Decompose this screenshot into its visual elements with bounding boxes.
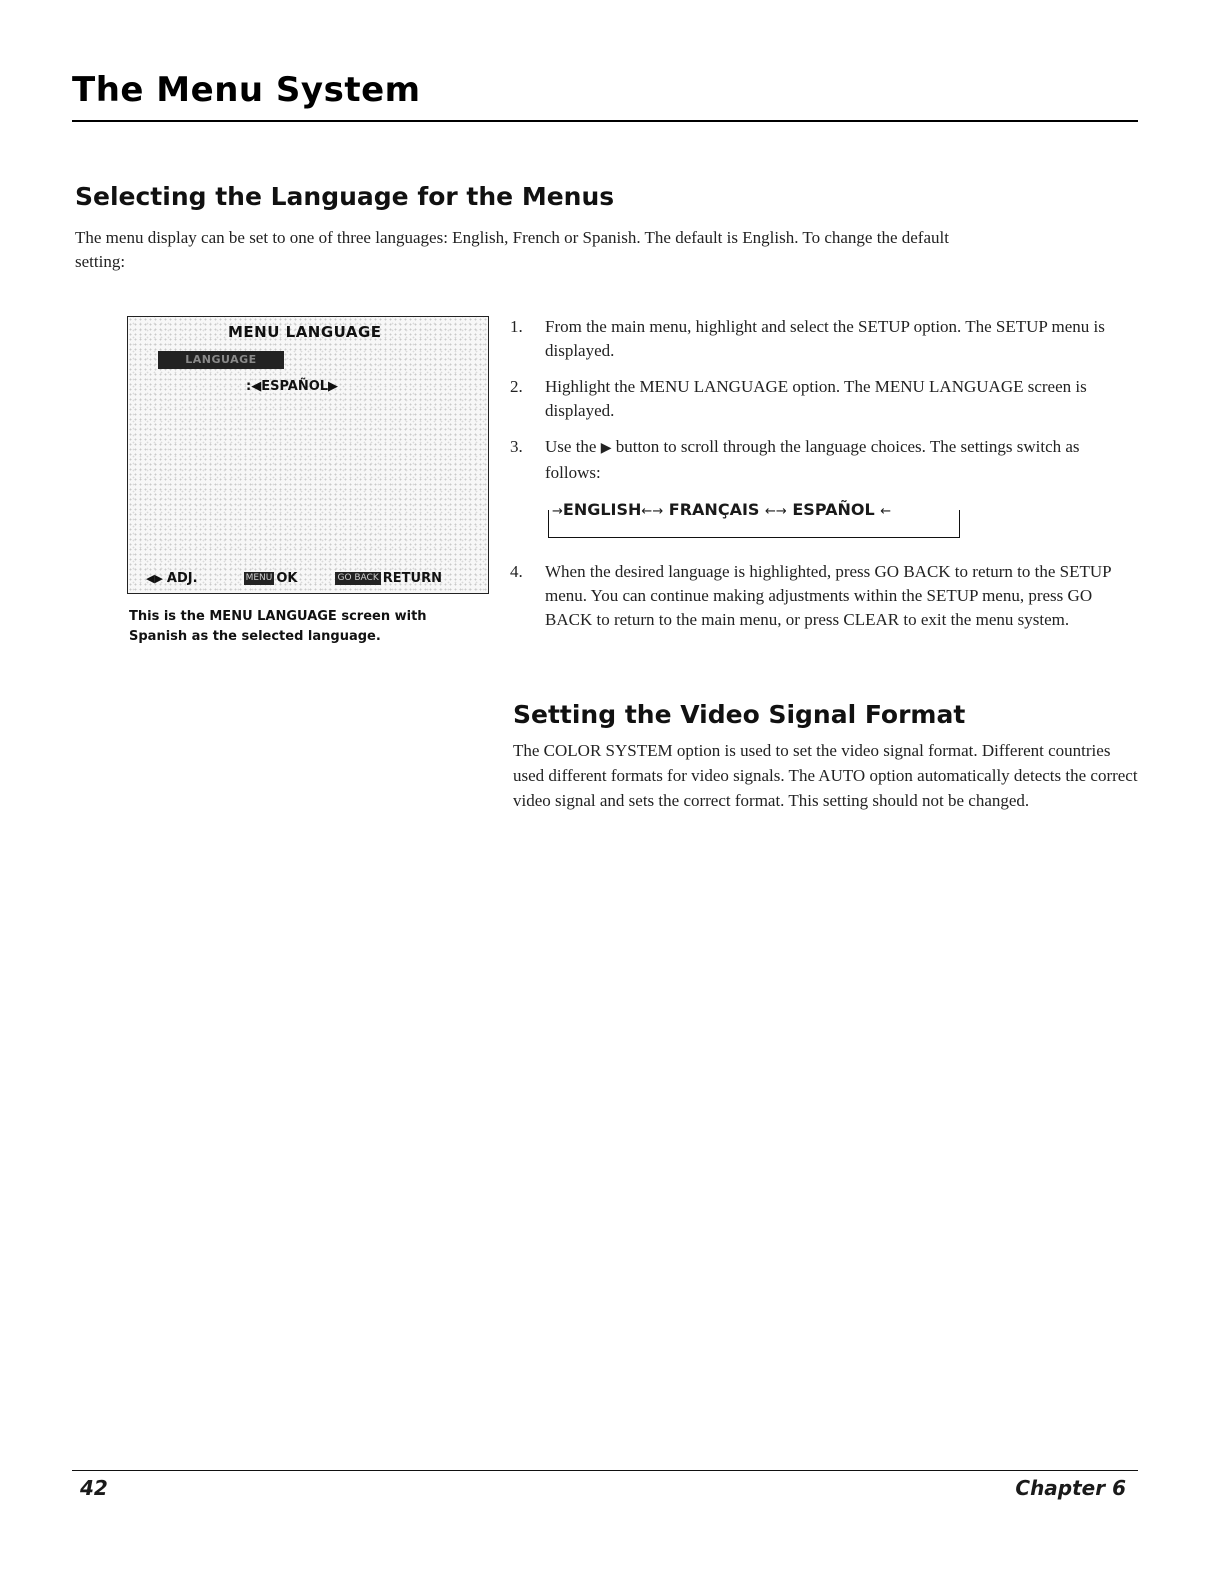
figure-caption: This is the MENU LANGUAGE screen with Spanish as the selected language. xyxy=(129,609,427,644)
chapter-label: Chapter 6 xyxy=(1015,1476,1126,1500)
footer-divider xyxy=(72,1470,1138,1471)
screen-footer xyxy=(146,571,482,586)
menu-language-screen xyxy=(127,316,489,594)
language-english: ENGLISH xyxy=(562,500,642,519)
video-format-paragraph: The COLOR SYSTEM option is used to set the video signal format. Different countries used different formats for video signals. The AUTO option automatically detects the correct video signal and sets the correct format. This setting should not be changed. xyxy=(513,741,1138,810)
step-number: 4. xyxy=(510,562,523,581)
title-divider xyxy=(72,120,1138,122)
step-number: 2. xyxy=(510,377,523,396)
step-item xyxy=(510,435,1135,485)
step-text: When the desired language is highlighted, press GO BACK to return to the SETUP menu. You can continue making adjustments within the SETUP menu, press GO BACK to return to the main menu, or press CLEAR to exit the menu system. xyxy=(545,562,1111,629)
ok-label: OK xyxy=(276,571,298,586)
arrow-icon: ← xyxy=(880,504,892,519)
step-item xyxy=(510,560,1135,632)
screen-title: MENU LANGUAGE xyxy=(228,323,382,341)
step-text-after: button to scroll through the language choices. The settings switch as follows: xyxy=(545,437,1080,482)
page-number: 42 xyxy=(80,1476,108,1500)
language-espanol: ESPAÑOL xyxy=(792,500,875,519)
go-back-key-icon: GO BACK xyxy=(337,573,379,583)
menu-key-icon: MENU xyxy=(245,573,273,583)
step-number: 3. xyxy=(510,437,523,456)
page-title: The Menu System xyxy=(72,70,421,110)
step-text: Highlight the MENU LANGUAGE option. The MENU LANGUAGE screen is displayed. xyxy=(545,377,1087,420)
section-heading-language: Selecting the Language for the Menus xyxy=(75,182,615,211)
step-text-before: Use the xyxy=(545,437,597,456)
double-arrow-icon: ←→ xyxy=(641,504,664,519)
right-arrow-icon: ▶ xyxy=(600,441,612,456)
screen-highlight-bar: LANGUAGE xyxy=(158,351,284,369)
step-item xyxy=(510,315,1135,363)
step-text: From the main menu, highlight and select the SETUP option. The SETUP menu is displayed. xyxy=(545,317,1105,360)
step-number: 1. xyxy=(510,317,523,336)
adj-label: ADJ. xyxy=(166,571,198,586)
double-arrow-icon: ←→ xyxy=(765,504,787,519)
language-cycle-diagram xyxy=(548,500,962,542)
left-right-arrows-icon: ◀▶ xyxy=(146,572,163,585)
return-label: RETURN xyxy=(382,571,442,586)
screen-language-option: :◀ESPAÑOL▶ xyxy=(246,379,339,394)
arrow-icon: → xyxy=(552,504,563,519)
language-francais: FRANÇAIS xyxy=(668,500,760,519)
intro-paragraph: The menu display can be set to one of three languages: English, French or Spanish. The default is English. To change the default setting: xyxy=(75,228,949,271)
step-text xyxy=(545,435,1135,485)
cycle-labels xyxy=(550,500,893,519)
step-item xyxy=(510,375,1135,423)
section-heading-video: Setting the Video Signal Format xyxy=(513,700,966,729)
